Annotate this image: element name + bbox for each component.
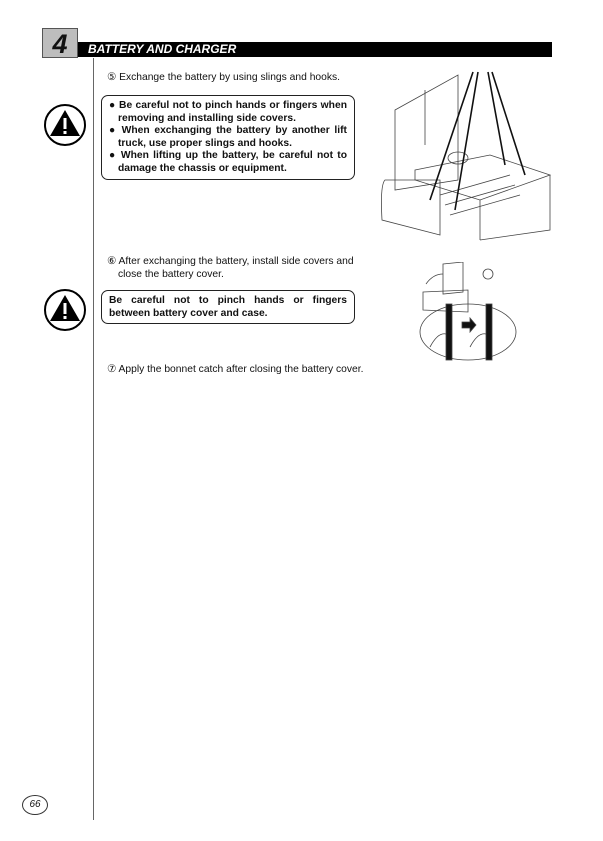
chapter-number: 4 <box>42 28 78 58</box>
battery-cover-illustration <box>418 262 518 362</box>
warning-box-1 <box>101 95 355 180</box>
warning-item: ● When exchanging the battery by another lift truck, use proper slings and hooks. <box>109 125 347 149</box>
warning-icon <box>43 103 87 147</box>
warning-item: ● Be careful not to pinch hands or fingers when removing and installing side covers. <box>109 100 347 124</box>
warning-item: ● When lifting up the battery, be careful not to damage the chassis or equipment. <box>109 150 347 174</box>
margin-divider <box>93 58 94 820</box>
warning-box-2: Be careful not to pinch hands or fingers between battery cover and case. <box>101 290 355 324</box>
battery-lifting-illustration <box>370 60 570 245</box>
step-5: ⑤ Exchange the battery by using slings and hooks. <box>107 72 341 83</box>
section-title: BATTERY AND CHARGER <box>78 42 552 57</box>
step-6: ⑥ After exchanging the battery, install side covers and close the battery cover. <box>107 256 354 280</box>
warning-icon <box>43 288 87 332</box>
page-number: 66 <box>22 795 48 815</box>
step-7: ⑦ Apply the bonnet catch after closing the battery cover. <box>107 364 364 375</box>
